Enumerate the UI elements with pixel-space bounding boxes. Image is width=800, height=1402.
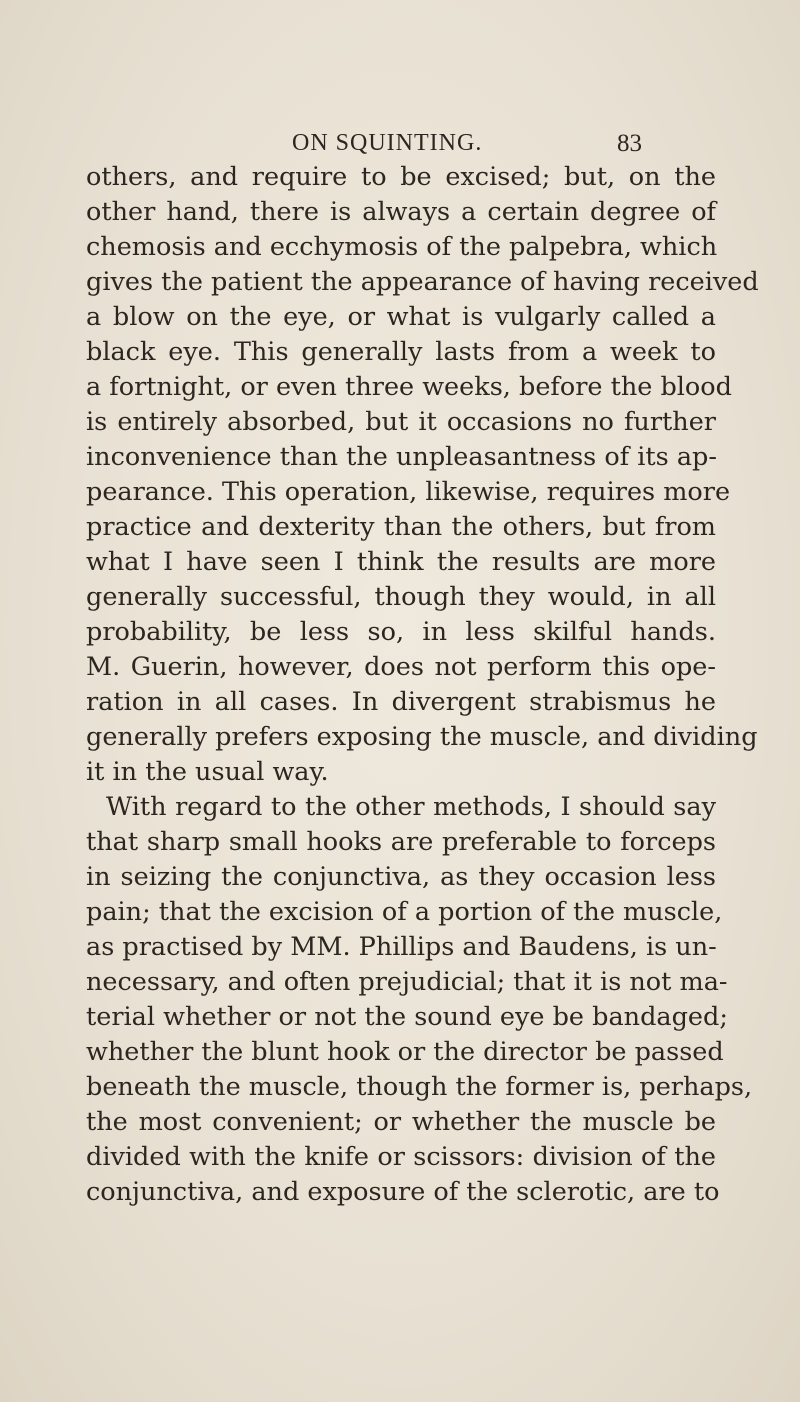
text-line: inconvenience than the unpleasantness of its ap- [86,442,717,472]
text-line: pain; that the excision of a portion of the muscle, [86,897,723,927]
text-line: a fortnight, or even three weeks, before the blood [86,372,732,402]
text-line: terial whether or not the sound eye be bandaged; [86,1002,728,1032]
text-line: other hand, there is always a certain degree of [86,197,716,227]
text-line: divided with the knife or scissors: division of the [86,1142,716,1172]
text-line: others, and require to be excised; but, on the [86,162,716,192]
text-line: what I have seen I think the results are more [86,547,716,577]
page-number: 83 [617,130,642,157]
text-line: With regard to the other methods, I should say [106,792,716,822]
text-line: necessary, and often prejudicial; that it is not ma- [86,967,728,997]
text-line: a blow on the eye, or what is vulgarly called a [86,302,716,332]
text-line: the most convenient; or whether the muscle be [86,1107,716,1137]
text-line: practice and dexterity than the others, but from [86,512,716,542]
text-line: in seizing the conjunctiva, as they occasion less [86,862,716,892]
text-line: conjunctiva, and exposure of the sclerotic, are to [86,1177,720,1207]
text-line: it in the usual way. [86,757,329,787]
text-line: generally successful, though they would, in all [86,582,716,612]
running-title: ON SQUINTING. [292,130,483,156]
text-line: probability, be less so, in less skilful hands. [86,617,716,647]
text-line: pearance. This operation, likewise, requires more [86,477,731,507]
text-line: beneath the muscle, though the former is, perhaps, [86,1072,753,1102]
text-line: whether the blunt hook or the director be passed [86,1037,724,1067]
text-line: ration in all cases. In divergent strabismus he [86,687,716,717]
text-line: M. Guerin, however, does not perform this ope- [86,652,716,682]
text-line: is entirely absorbed, but it occasions no further [86,407,716,437]
text-line: that sharp small hooks are preferable to forceps [86,827,716,857]
text-line: gives the patient the appearance of having received [86,267,759,297]
text-line: black eye. This generally lasts from a week to [86,337,716,367]
text-line: generally prefers exposing the muscle, and dividing [86,722,758,752]
text-line: as practised by MM. Phillips and Baudens, is un- [86,932,717,962]
body-text [86,160,759,1210]
text-line: chemosis and ecchymosis of the palpebra, which [86,232,718,262]
